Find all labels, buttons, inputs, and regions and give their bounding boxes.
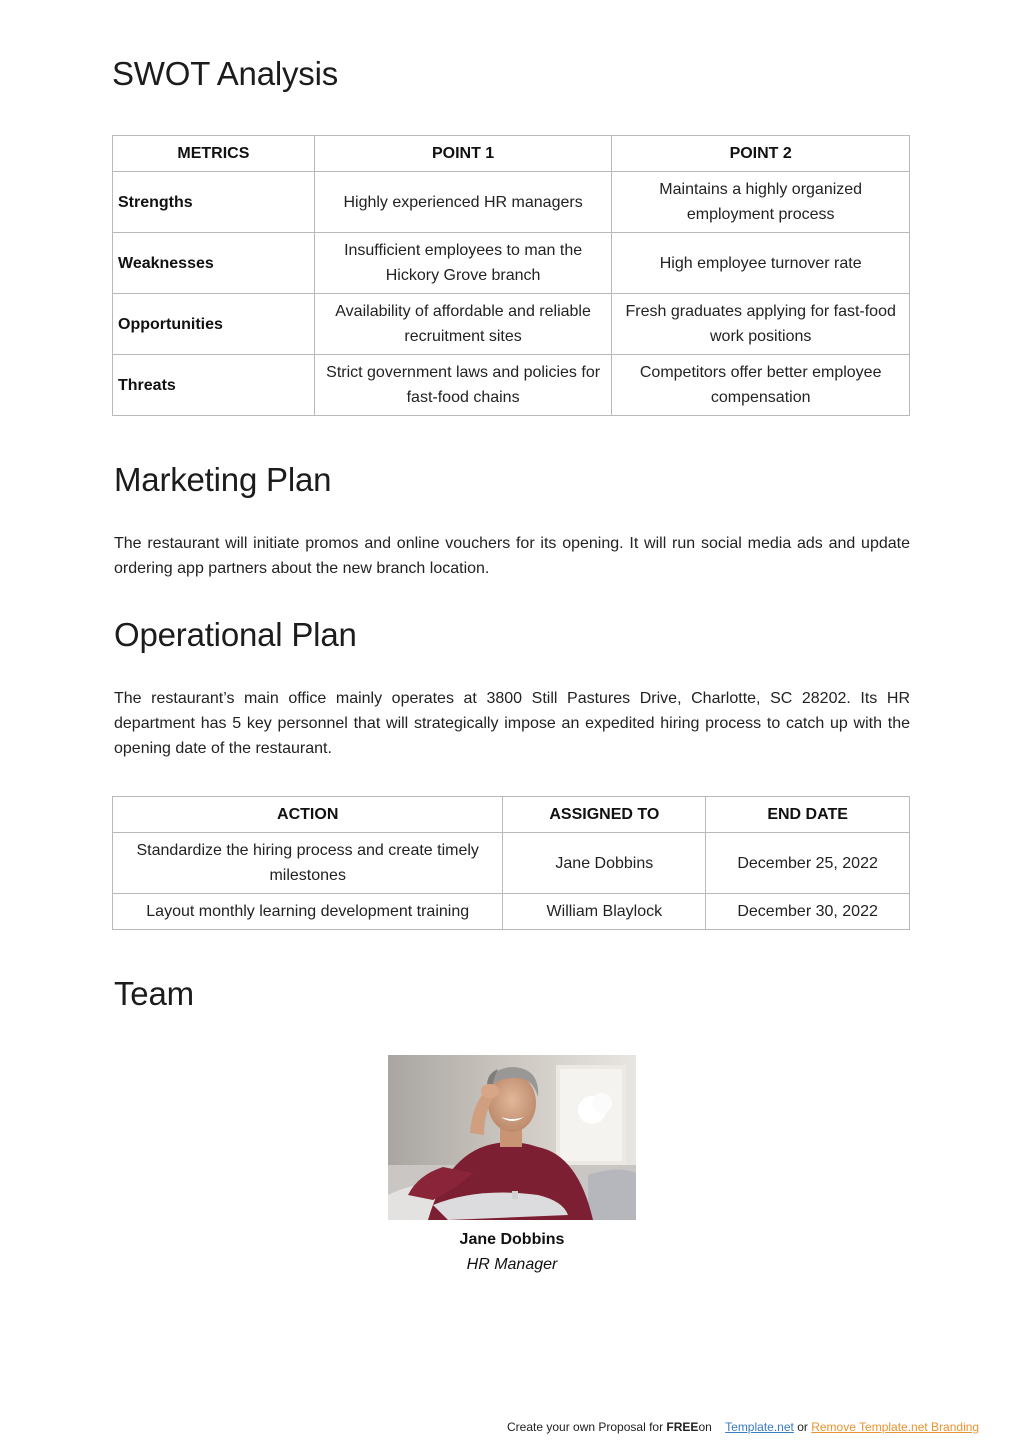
- marketing-body: The restaurant will initiate promos and online vouchers for its opening. It will run social media ads and update ordering app partners about the new branch location.: [114, 535, 910, 577]
- point1-cell: Insufficient employees to man the Hickory Grove branch: [314, 233, 612, 294]
- point1-cell: Availability of affordable and reliable recruitment sites: [314, 294, 612, 355]
- table-header-row: [113, 136, 910, 172]
- footer-prefix: Create your own Proposal for: [507, 1420, 664, 1434]
- operational-table: [112, 796, 910, 930]
- table-row: [113, 233, 910, 294]
- point2-cell: Competitors offer better employee compensation: [612, 355, 910, 416]
- column-header: METRICS: [113, 136, 315, 172]
- action-cell: Standardize the hiring process and create timely milestones: [113, 833, 503, 894]
- template-net-link[interactable]: Template.net: [725, 1420, 794, 1434]
- table-row: [113, 294, 910, 355]
- metric-cell: Opportunities: [113, 294, 315, 355]
- column-header: POINT 2: [612, 136, 910, 172]
- end-date-cell: December 25, 2022: [706, 833, 910, 894]
- point1-cell: Strict government laws and policies for fast-food chains: [314, 355, 612, 416]
- action-cell: Layout monthly learning development training: [113, 894, 503, 930]
- metric-cell: Strengths: [113, 172, 315, 233]
- footer-branding: [507, 1420, 979, 1434]
- column-header: ACTION: [113, 797, 503, 833]
- swot-table: [112, 135, 910, 416]
- team-member-photo: [388, 1055, 636, 1220]
- point2-cell: High employee turnover rate: [612, 233, 910, 294]
- metric-cell: Weaknesses: [113, 233, 315, 294]
- point1-cell: Highly experienced HR managers: [314, 172, 612, 233]
- point2-cell: Maintains a highly organized employment process: [612, 172, 910, 233]
- column-header: END DATE: [706, 797, 910, 833]
- table-row: [113, 355, 910, 416]
- team-title: Team: [114, 975, 194, 1012]
- team-member-name: Jane Dobbins: [459, 1231, 565, 1248]
- table-row: [113, 894, 910, 930]
- swot-title: SWOT Analysis: [112, 55, 339, 92]
- operational-title: Operational Plan: [114, 616, 357, 653]
- column-header: POINT 1: [314, 136, 612, 172]
- table-header-row: [113, 797, 910, 833]
- assigned-cell: William Blaylock: [503, 894, 706, 930]
- footer-or: or: [797, 1420, 808, 1434]
- table-row: [113, 833, 910, 894]
- marketing-title: Marketing Plan: [114, 461, 332, 498]
- point2-cell: Fresh graduates applying for fast-food work positions: [612, 294, 910, 355]
- footer-free: FREE: [666, 1420, 699, 1434]
- team-member-role: HR Manager: [466, 1256, 558, 1273]
- end-date-cell: December 30, 2022: [706, 894, 910, 930]
- metric-cell: Threats: [113, 355, 315, 416]
- assigned-cell: Jane Dobbins: [503, 833, 706, 894]
- table-row: [113, 172, 910, 233]
- column-header: ASSIGNED TO: [503, 797, 706, 833]
- operational-body: The restaurant’s main office mainly operates at 3800 Still Pastures Drive, Charlotte, SC 28202. Its HR department has 5 key personnel that will strategically impose an expedited hiring process to catch up with the opening date of the restaurant.: [114, 690, 910, 757]
- footer-on: on: [698, 1420, 712, 1434]
- remove-branding-link[interactable]: Remove Template.net Branding: [811, 1420, 980, 1434]
